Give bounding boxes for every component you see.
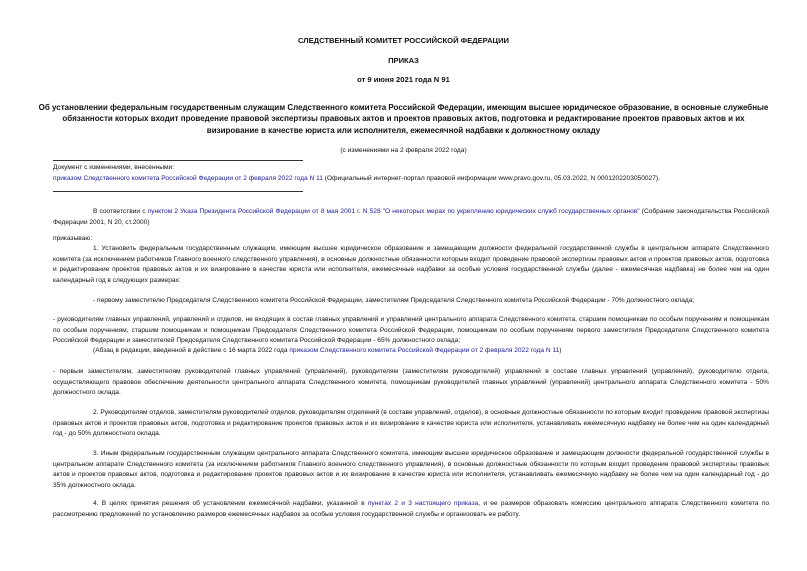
paragraph-1b-note [53, 346, 769, 357]
changes-line [53, 174, 769, 185]
amend-note: (с изменениями на 2 февраля 2022 года) [340, 147, 467, 154]
divider-bottom [53, 191, 303, 192]
doc-title: Об установлении федеральным государственным служащим Следственного комитета Российской Федерации, имеющим высшее юридическое образование, в основные служебные обязанности которых входит проведение правовой экспертизы правовых актов и проектов правовых актов, подготовка и редактирование проектов правовых актов и их визирование в качестве юриста или исполнителя, ежемесячной надбавки к должностному окладу [38, 103, 769, 135]
changes-box [53, 163, 769, 184]
p4-text: 4. В целях принятия решения об установлении ежемесячной надбавки, указанной в [93, 500, 368, 507]
doc-type: ПРИКАЗ [388, 56, 419, 65]
changes-label: Документ с изменениями, внесенными: [53, 164, 175, 171]
paragraph-1c: - первым заместителям, заместителям руководителей главных управлений (управлений), руководителям (заместителям руководителей) управлений в составе главных управлений (управлений), руководителю отдела, осуществляющего правовое обеспечение деятельности центрального аппарата Следственного комитета, помощникам руководителей главных управлений (управлений) центрального аппарата Следственного комитета - 50% должностного оклада. [53, 368, 769, 397]
p4-link[interactable]: пунктах 2 и 3 настоящего приказа [367, 500, 479, 507]
paragraph-1: 1. Установить федеральным государственным служащим, имеющим высшее юридическое образование и замещающим должности федеральной государственной службы в центральном аппарате Следственного комитета (за исключением работников Главного военного следственного управления), в основные должностные обязанности которым входит проведение правовой экспертизы правовых актов и проектов правовых актов, подготовка и редактирование проектов правовых актов и их визирование в качестве юриста или исполнителя, ежемесячные надбавки за особые условия государственной службы (далее - ежемесячная надбавка) не более чем на один календарный год в следующих размерах: [53, 245, 769, 284]
paragraph-3: 3. Иным федеральным государственным служащим центрального аппарата Следственного комитета, имеющим высшее юридическое образование и замещающим должности федеральной государственной службы в центральном аппарате Следственного комитета (за исключением работников Главного военного следственного управления), в основные должностные обязанности по которым входит проведение правовой экспертизы правовых актов и проектов правовых актов, подготовка и редактирование проектов правовых актов и их визирование в качестве юриста или исполнителя, устанавливать ежемесячную надбавку не более чем на один календарный год - до 35% должностного оклада. [53, 450, 769, 489]
order-word: приказываю: [53, 235, 93, 242]
paragraph-1a: - первому заместителю Председателя Следственного комитета Российской Федерации, заместителям Председателя Следственного комитета Российской Федерации - 70% должностного оклада; [93, 297, 695, 304]
preamble-source: (Собрание законодательства Российской Федерации 2001, N 20, ст.2000) [53, 208, 770, 226]
p4-rest: , и ее размеров образовать комиссию центрального аппарата Следственного комитета по рассмотрению предложений по установлению размеров ежемесячных надбавок за особые условия государственной службы и организовать ее работу. [53, 500, 769, 518]
preamble [53, 207, 769, 228]
note-text: (Абзац в редакции, введенной в действие с 16 марта 2022 года [93, 347, 290, 354]
note-close: ) [559, 347, 562, 354]
divider-top [53, 160, 303, 161]
doc-date-number: от 9 июня 2021 года N 91 [357, 75, 450, 84]
preamble-text: В соответствии с [93, 208, 148, 215]
org-name: СЛЕДСТВЕННЫЙ КОМИТЕТ РОССИЙСКОЙ ФЕДЕРАЦИИ [297, 36, 510, 45]
paragraph-4 [53, 499, 769, 520]
note-link[interactable]: приказом Следственного комитета Российской Федерации от 2 февраля 2022 года N 11 [289, 347, 560, 354]
paragraph-1b: - руководителям главных управлений, управлений и отделов, не входящих в состав главных управлений и управлений центрального аппарата Следственного комитета, старшим помощникам по особым поручениям и помощникам по особым поручениям, старшим помощникам и помощникам Председателя Следственного комитета Российской Федерации, помощникам по особым поручениям первого заместителя Председателя Следственного комитета Российской Федерации и заместителей Председателя Следственного комитета Российской Федерации - 65% должностного оклада; [53, 316, 769, 345]
paragraph-2: 2. Руководителям отделов, заместителям руководителей отделов, руководителям отделений (в составе управлений, отделов), в основные должностные обязанности по которым входит проведение правовой экспертизы правовых актов и проектов правовых актов, подготовка и редактирование проектов правовых актов и их визирование в качестве юриста или исполнителя, устанавливать ежемесячную надбавку не более чем на один календарный год - до 50% должностного оклада. [53, 409, 769, 438]
changes-link[interactable]: приказом Следственного комитета Российской Федерации от 2 февраля 2022 года N 11 [53, 174, 323, 182]
changes-rest: (Официальный интернет-портал правовой информации www.pravo.gov.ru, 05.03.2022, N 0001202203050027). [322, 174, 660, 182]
preamble-link[interactable]: пунктом 2 Указа Президента Российской Федерации от 8 мая 2001 г. N 528 "О некоторых мерах по укреплению юридических служб государственных органов" [147, 208, 640, 215]
